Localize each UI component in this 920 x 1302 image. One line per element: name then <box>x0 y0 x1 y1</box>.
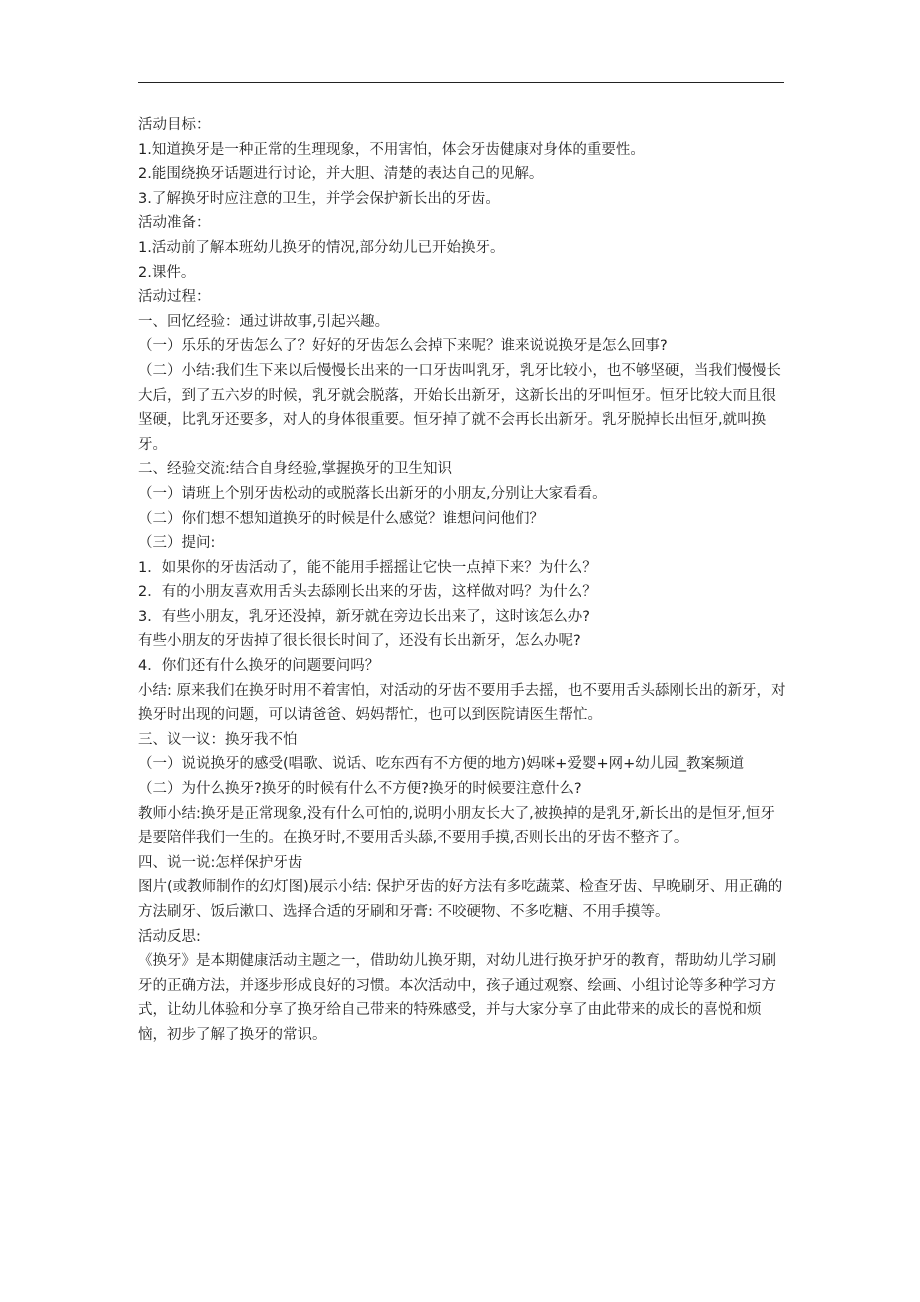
process-step-4-heading: 四、说一说:怎样保护牙齿 <box>138 854 303 871</box>
question-3-followup: 有些小朋友的牙齿掉了很长很长时间了，还没有长出新牙，怎么办呢? <box>138 633 581 650</box>
process-step-4-summary: 图片(或教师制作的幻灯图)展示小结: 保护牙齿的好方法有多吃蔬菜、检查牙齿、早晚刷牙、用正确的方法刷牙、饭后漱口、选择合适的牙刷和牙膏: 不咬硬物、不多吃糖、不用手摸等。 <box>138 879 783 920</box>
process-step-3-part-1: （一）说说换牙的感受(唱歌、说话、吃东西有不方便的地方)妈咪+爱婴+网+幼儿园_教案频道 <box>138 756 745 773</box>
process-step-2-heading: 二、经验交流:结合自身经验,掌握换牙的卫生知识 <box>138 461 452 478</box>
goal-item-1: 1.知道换牙是一种正常的生理现象，不用害怕，体会牙齿健康对身体的重要性。 <box>138 141 645 158</box>
process-step-2-part-3: （三）提问: <box>138 535 216 552</box>
section-heading-goals: 活动目标： <box>138 117 211 133</box>
question-1: 1．如果你的牙齿活动了，能不能用手摇摇让它快一点掉下来？为什么？ <box>138 559 597 576</box>
process-step-2-part-2: （二）你们想不想知道换牙的时候是什么感觉？谁想问问他们？ <box>138 510 544 527</box>
question-4: 4．你们还有什么换牙的问题要问吗？ <box>138 658 380 675</box>
goal-item-2: 2.能围绕换牙话题进行讨论，并大胆、清楚的表达自己的见解。 <box>138 166 544 183</box>
teacher-summary: 教师小结:换牙是正常现象,没有什么可怕的,说明小朋友长大了,被换掉的是乳牙,新长出的是恒牙,恒牙是要陪伴我们一生的。在换牙时,不要用舌头舔,不要用手摸,否则长出的牙齿不整齐了。 <box>138 805 775 847</box>
preparation-item-2: 2.课件。 <box>138 264 196 281</box>
header-rule <box>138 82 784 83</box>
section-heading-process: 活动过程： <box>138 289 211 306</box>
question-2: 2．有的小朋友喜欢用舌头去舔刚长出来的牙齿，这样做对吗？为什么？ <box>138 584 597 601</box>
question-3: 3．有些小朋友，乳牙还没掉，新牙就在旁边长出来了，这时该怎么办? <box>138 608 590 625</box>
process-step-1-heading: 一、回忆经验：通过讲故事,引起兴趣。 <box>138 313 390 330</box>
document-body <box>138 113 788 1048</box>
section-heading-reflection: 活动反思: <box>138 928 201 945</box>
process-step-2-part-1: （一）请班上个别牙齿松动的或脱落长出新牙的小朋友,分别让大家看看。 <box>138 485 607 502</box>
goal-item-3: 3.了解换牙时应注意的卫生，并学会保护新长出的牙齿。 <box>138 190 500 207</box>
process-step-1-summary: （二）小结:我们生下来以后慢慢长出来的一口牙齿叫乳牙，乳牙比较小，也不够坚硬，当我们慢慢长大后，到了五六岁的时候，乳牙就会脱落，开始长出新牙，这新长出的牙叫恒牙。恒牙比较大而且很坚硬，比乳牙还要多，对人的身体很重要。恒牙掉了就不会再长出新牙。乳牙脱掉长出恒牙,就叫换牙。 <box>138 362 781 453</box>
process-step-3-heading: 三、议一议：换牙我不怕 <box>138 731 298 748</box>
process-step-3-part-2: （二）为什么换牙?换牙的时候有什么不方便?换牙的时候要注意什么? <box>138 781 582 798</box>
reflection-paragraph: 《换牙》是本期健康活动主题之一，借助幼儿换牙期，对幼儿进行换牙护牙的教育，帮助幼儿学习刷牙的正确方法，并逐步形成良好的习惯。本次活动中，孩子通过观察、绘画、小组讨论等多种学习方式，让幼儿体验和分享了换牙给自己带来的特殊感受，并与大家分享了由此带来的成长的喜悦和烦恼，初步了解了换牙的常识。 <box>138 953 776 1043</box>
section-heading-preparation: 活动准备： <box>138 215 211 232</box>
process-step-2-summary: 小结: 原来我们在换牙时用不着害怕，对活动的牙齿不要用手去摇，也不要用舌头舔刚长出的新牙，对换牙时出现的问题，可以请爸爸、妈妈帮忙，也可以到医院请医生帮忙。 <box>138 682 786 724</box>
preparation-item-1: 1.活动前了解本班幼儿换牙的情况,部分幼儿已开始换牙。 <box>138 239 505 256</box>
process-step-1-part-1: （一）乐乐的牙齿怎么了？好好的牙齿怎么会掉下来呢？谁来说说换牙是怎么回事? <box>138 338 668 355</box>
